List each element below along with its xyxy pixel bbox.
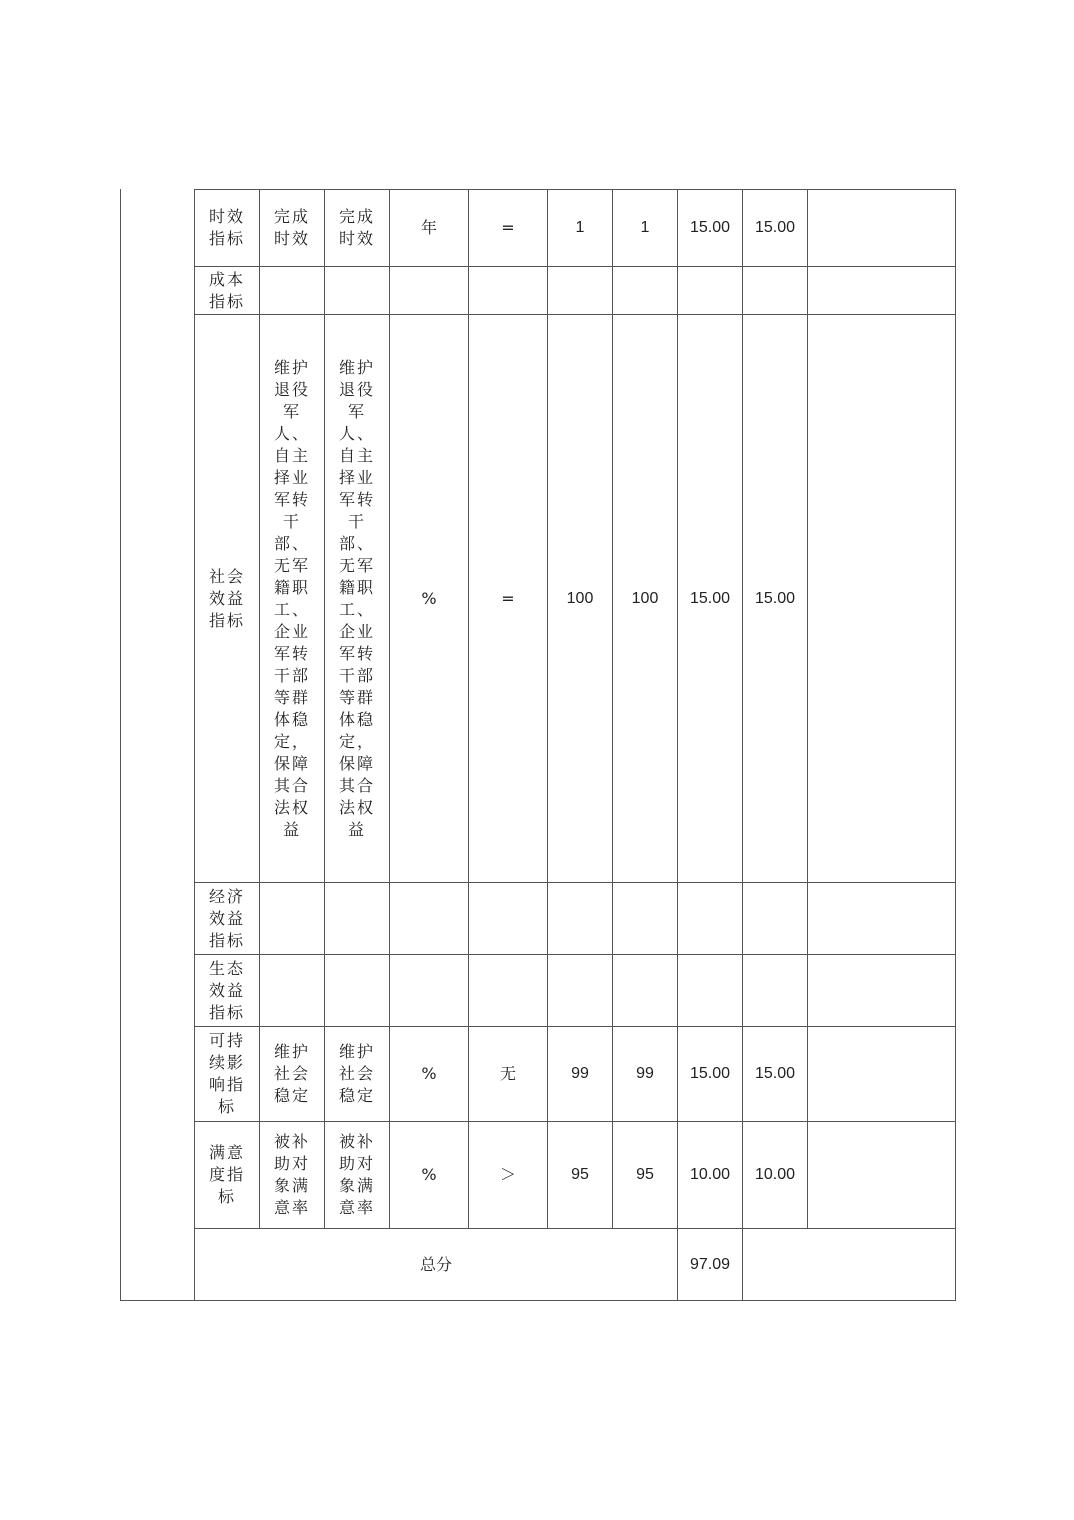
table-row: [195, 267, 956, 315]
total-value: 97.09: [678, 1229, 743, 1301]
performance-indicator-table: [194, 189, 956, 1301]
actual-cell: 1: [613, 190, 678, 267]
weight-cell: [678, 267, 743, 315]
total-label: 总分: [195, 1229, 678, 1301]
indicator-detail-cell: [325, 267, 390, 315]
score-cell: 10.00: [743, 1122, 808, 1229]
operator-cell: ＞: [469, 1122, 548, 1229]
table-row: [195, 883, 956, 955]
operator-cell: [469, 267, 548, 315]
unit-cell: [390, 883, 469, 955]
operator-cell: =: [469, 190, 548, 267]
table-row: [195, 315, 956, 883]
actual-cell: [613, 955, 678, 1027]
target-cell: [548, 267, 613, 315]
unit-cell: %: [390, 1027, 469, 1122]
weight-cell: 15.00: [678, 190, 743, 267]
indicator-detail-cell: [325, 883, 390, 955]
operator-cell: [469, 883, 548, 955]
indicator-cell: 维护退役军人、自主择业军转干部、无军籍职工、企业军转干部等群体稳定，保障其合法权益: [260, 315, 325, 883]
score-cell: 15.00: [743, 315, 808, 883]
category-cell: 生态效益指标: [195, 955, 260, 1027]
weight-cell: 15.00: [678, 315, 743, 883]
weight-cell: [678, 955, 743, 1027]
unit-cell: %: [390, 1122, 469, 1229]
category-cell: 社会效益指标: [195, 315, 260, 883]
target-cell: 99: [548, 1027, 613, 1122]
table-row: [195, 1122, 956, 1229]
actual-cell: 95: [613, 1122, 678, 1229]
score-cell: 15.00: [743, 1027, 808, 1122]
score-cell: [743, 955, 808, 1027]
target-cell: 1: [548, 190, 613, 267]
operator-cell: [469, 955, 548, 1027]
target-cell: 95: [548, 1122, 613, 1229]
table-row: [195, 190, 956, 267]
weight-cell: [678, 883, 743, 955]
indicator-cell: 维护社会稳定: [260, 1027, 325, 1122]
indicator-cell: [260, 267, 325, 315]
score-cell: 15.00: [743, 190, 808, 267]
score-cell: [743, 883, 808, 955]
actual-cell: 99: [613, 1027, 678, 1122]
indicator-cell: [260, 955, 325, 1027]
score-cell: [743, 267, 808, 315]
note-cell: [808, 955, 956, 1027]
indicator-cell: [260, 883, 325, 955]
note-cell: [808, 1027, 956, 1122]
category-cell: 经济效益指标: [195, 883, 260, 955]
category-cell: 时效指标: [195, 190, 260, 267]
note-cell: [808, 883, 956, 955]
target-cell: [548, 883, 613, 955]
total-blank-cell: [743, 1229, 956, 1301]
table-row: [195, 1027, 956, 1122]
indicator-detail-cell: 维护社会稳定: [325, 1027, 390, 1122]
total-row: [195, 1229, 956, 1301]
actual-cell: 100: [613, 315, 678, 883]
target-cell: 100: [548, 315, 613, 883]
category-cell: 满意度指标: [195, 1122, 260, 1229]
note-cell: [808, 267, 956, 315]
indicator-cell: 被补助对象满意率: [260, 1122, 325, 1229]
operator-cell: =: [469, 315, 548, 883]
indicator-detail-cell: 被补助对象满意率: [325, 1122, 390, 1229]
actual-cell: [613, 267, 678, 315]
indicator-detail-cell: 维护退役军人、自主择业军转干部、无军籍职工、企业军转干部等群体稳定，保障其合法权益: [325, 315, 390, 883]
indicator-detail-cell: 完成时效: [325, 190, 390, 267]
indicator-cell: 完成时效: [260, 190, 325, 267]
note-cell: [808, 315, 956, 883]
category-cell: 成本指标: [195, 267, 260, 315]
table-row: [195, 955, 956, 1027]
unit-cell: 年: [390, 190, 469, 267]
operator-cell: 无: [469, 1027, 548, 1122]
unit-cell: [390, 955, 469, 1027]
actual-cell: [613, 883, 678, 955]
unit-cell: %: [390, 315, 469, 883]
outer-left-border: [120, 189, 121, 1301]
category-cell: 可持续影响指标: [195, 1027, 260, 1122]
note-cell: [808, 190, 956, 267]
outer-bottom-border: [120, 1300, 195, 1301]
note-cell: [808, 1122, 956, 1229]
unit-cell: [390, 267, 469, 315]
target-cell: [548, 955, 613, 1027]
indicator-detail-cell: [325, 955, 390, 1027]
weight-cell: 10.00: [678, 1122, 743, 1229]
weight-cell: 15.00: [678, 1027, 743, 1122]
